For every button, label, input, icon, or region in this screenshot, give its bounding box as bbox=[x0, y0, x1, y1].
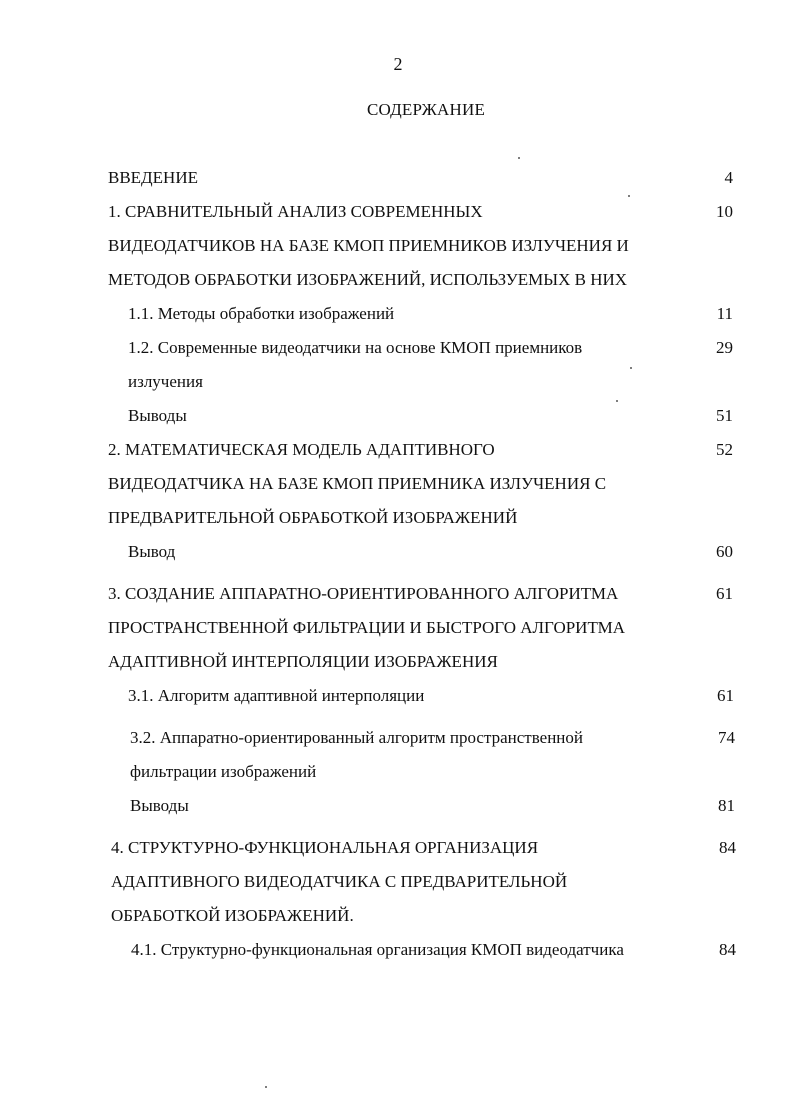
toc-conclusion-2: Вывод bbox=[128, 542, 176, 561]
toc-section-3-2-line-2: фильтрации изображений bbox=[130, 762, 317, 781]
toc-chapter-3-line-2: ПРОСТРАНСТВЕННОЙ ФИЛЬТРАЦИИ И БЫСТРОГО АЛГОРИТМА bbox=[108, 618, 626, 637]
toc-section-1-1: 1.1. Методы обработки изображений bbox=[128, 304, 395, 323]
toc-page-number: 51 bbox=[716, 406, 733, 425]
toc-page-number: 61 bbox=[717, 686, 734, 705]
toc-page-number: 84 bbox=[719, 940, 736, 959]
toc-page-number: 60 bbox=[716, 542, 733, 561]
toc-entry-introduction: ВВЕДЕНИЕ bbox=[108, 168, 198, 187]
page-number: 2 bbox=[393, 54, 403, 74]
toc-page-number: 84 bbox=[719, 838, 736, 857]
toc-page-number: 61 bbox=[716, 584, 733, 603]
toc-chapter-1-line-1: 1. СРАВНИТЕЛЬНЫЙ АНАЛИЗ СОВРЕМЕННЫХ bbox=[108, 202, 483, 221]
toc-chapter-2-line-3: ПРЕДВАРИТЕЛЬНОЙ ОБРАБОТКОЙ ИЗОБРАЖЕНИЙ bbox=[108, 508, 518, 527]
toc-chapter-1-line-3: МЕТОДОВ ОБРАБОТКИ ИЗОБРАЖЕНИЙ, ИСПОЛЬЗУЕМЫХ В НИХ bbox=[108, 270, 628, 289]
toc-chapter-2-line-1: 2. МАТЕМАТИЧЕСКАЯ МОДЕЛЬ АДАПТИВНОГО bbox=[108, 440, 495, 459]
toc-section-1-2-line-2: излучения bbox=[128, 372, 203, 391]
toc-chapter-1-line-2: ВИДЕОДАТЧИКОВ НА БАЗЕ КМОП ПРИЕМНИКОВ ИЗЛУЧЕНИЯ И bbox=[108, 236, 629, 255]
toc-chapter-3-line-3: АДАПТИВНОЙ ИНТЕРПОЛЯЦИИ ИЗОБРАЖЕНИЯ bbox=[108, 652, 498, 671]
toc-page-number: 74 bbox=[718, 728, 735, 747]
scan-speck bbox=[630, 367, 632, 369]
toc-chapter-4-line-1: 4. СТРУКТУРНО-ФУНКЦИОНАЛЬНАЯ ОРГАНИЗАЦИЯ bbox=[111, 838, 539, 857]
toc-conclusions-3: Выводы bbox=[130, 796, 189, 815]
toc-page-number: 11 bbox=[716, 304, 733, 323]
toc-chapter-3-line-1: 3. СОЗДАНИЕ АППАРАТНО-ОРИЕНТИРОВАННОГО АЛГОРИТМА bbox=[108, 584, 619, 603]
toc-conclusions-1: Выводы bbox=[128, 406, 187, 425]
toc-page-number: 52 bbox=[716, 440, 733, 459]
toc-title: СОДЕРЖАНИЕ bbox=[366, 100, 486, 119]
toc-chapter-2-line-2: ВИДЕОДАТЧИКА НА БАЗЕ КМОП ПРИЕМНИКА ИЗЛУЧЕНИЯ С bbox=[108, 474, 607, 493]
toc-chapter-4-line-2: АДАПТИВНОГО ВИДЕОДАТЧИКА С ПРЕДВАРИТЕЛЬНОЙ bbox=[111, 872, 568, 891]
toc-section-3-2-line-1: 3.2. Аппаратно-ориентированный алгоритм пространственной bbox=[130, 728, 583, 747]
scan-speck bbox=[265, 1086, 267, 1088]
toc-chapter-4-line-3: ОБРАБОТКОЙ ИЗОБРАЖЕНИЙ. bbox=[111, 906, 354, 925]
toc-page-number: 4 bbox=[724, 168, 733, 187]
toc-page-number: 29 bbox=[716, 338, 733, 357]
toc-section-1-2-line-1: 1.2. Современные видеодатчики на основе КМОП приемников bbox=[128, 338, 583, 357]
scan-speck bbox=[616, 400, 618, 402]
toc-page-number: 10 bbox=[716, 202, 733, 221]
toc-section-3-1: 3.1. Алгоритм адаптивной интерполяции bbox=[128, 686, 425, 705]
scan-speck bbox=[628, 195, 630, 197]
toc-page-number: 81 bbox=[718, 796, 735, 815]
scan-speck bbox=[518, 157, 520, 159]
toc-section-4-1: 4.1. Структурно-функциональная организация КМОП видеодатчика bbox=[131, 940, 624, 959]
